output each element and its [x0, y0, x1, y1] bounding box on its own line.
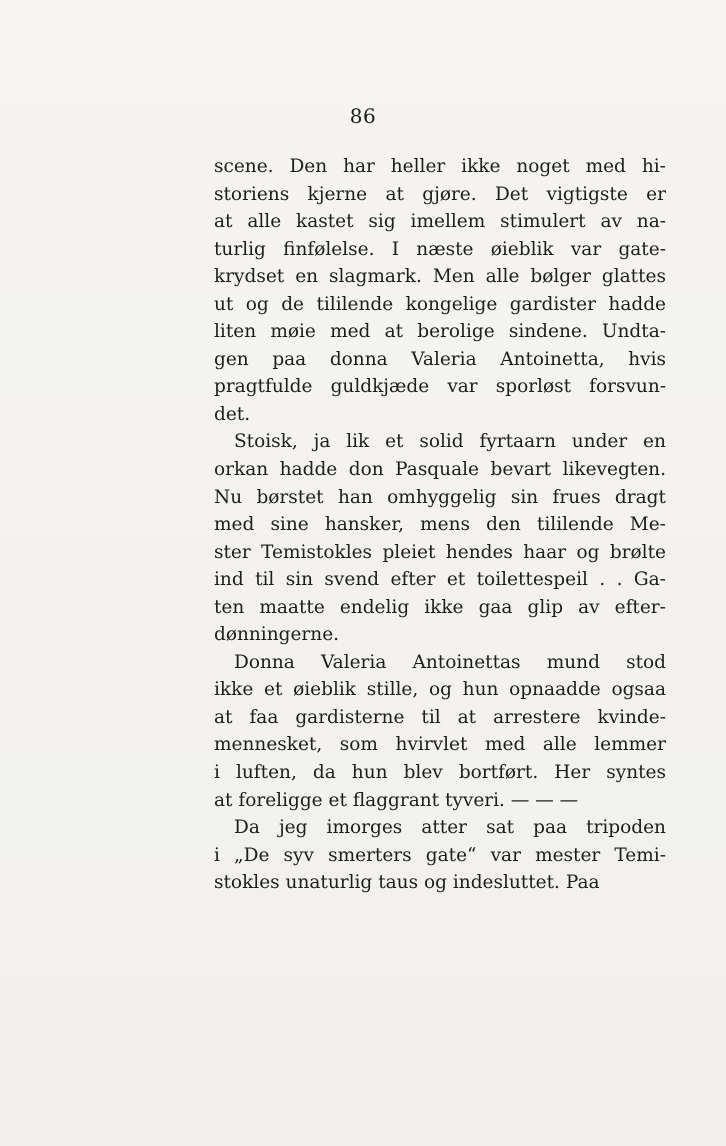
body-text [214, 153, 666, 897]
text-line: Nu børstet han omhyggelig sin frues dragt [214, 486, 666, 508]
text-line: mennesket, som hvirvlet med alle lemmer [214, 734, 666, 756]
text-line: ster Temistokles pleiet hendes haar og brølte [214, 541, 666, 563]
text-line: ikke et øieblik stille, og hun opnaadde ogsaa [214, 679, 666, 701]
text-line: orkan hadde don Pasquale bevart likevegten. [214, 459, 666, 481]
text-line: Donna Valeria Antoinettas mund stod [234, 651, 666, 673]
text-line: Stoisk, ja lik et solid fyrtaarn under en [234, 431, 666, 453]
text-line: gen paa donna Valeria Antoinetta, hvis [214, 348, 666, 370]
text-line: stokles unaturlig taus og indesluttet. Paa [214, 872, 600, 894]
text-line: det. [214, 403, 251, 425]
text-line: ind til sin svend efter et toilettespeil . . Ga- [214, 569, 666, 591]
text-line: krydset en slagmark. Men alle bølger glattes [214, 266, 666, 288]
text-line: at faa gardisterne til at arrestere kvinde- [214, 706, 666, 728]
text-line: storiens kjerne at gjøre. Det vigtigste er [214, 183, 666, 205]
text-line: liten møie med at berolige sindene. Undta- [214, 321, 666, 343]
page-number: 86 [349, 104, 377, 128]
text-line: i „De syv smerters gate“ var mester Temi- [214, 844, 666, 866]
text-line: med sine hansker, mens den tililende Me- [214, 514, 666, 536]
text-line: at foreligge et flaggrant tyveri. — — — [214, 789, 579, 811]
text-line: ut og de tililende kongelige gardister hadde [214, 293, 666, 315]
text-line: pragtfulde guldkjæde var sporløst forsvun- [214, 376, 666, 398]
text-line: turlig finfølelse. I næste øieblik var gate- [214, 238, 666, 260]
text-line: i luften, da hun blev bortført. Her syntes [214, 762, 666, 784]
text-line: at alle kastet sig imellem stimulert av na- [214, 211, 666, 233]
text-line: scene. Den har heller ikke noget med hi- [214, 156, 666, 177]
text-line: Da jeg imorges atter sat paa tripoden [234, 817, 666, 839]
text-line: ten maatte endelig ikke gaa glip av efter- [214, 596, 666, 618]
text-line: dønningerne. [214, 624, 340, 646]
